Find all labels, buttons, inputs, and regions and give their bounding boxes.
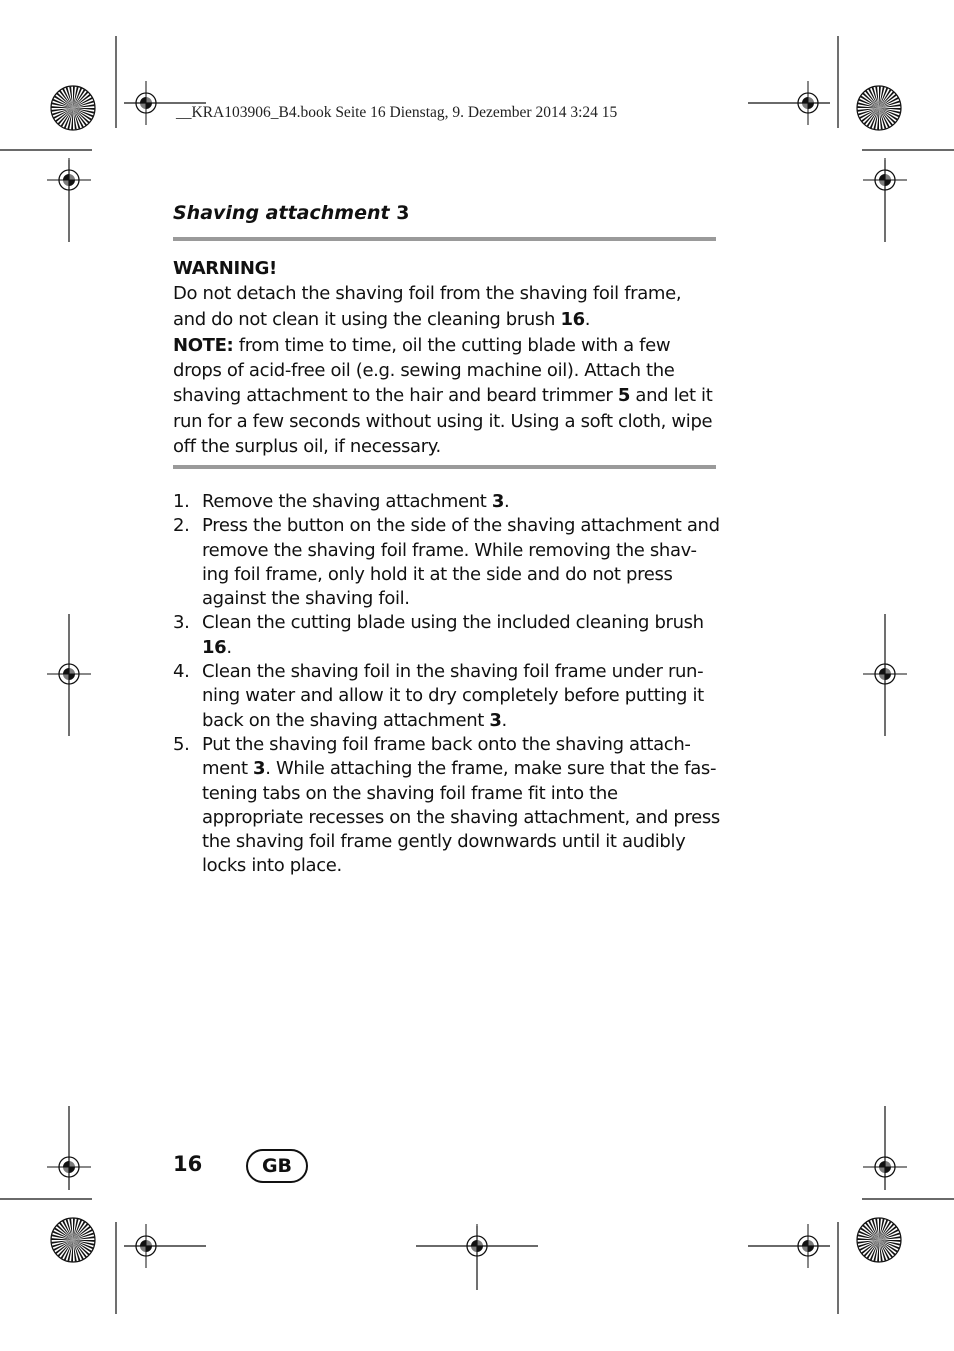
step-number: 3. (173, 612, 190, 634)
step-number: 2. (173, 515, 190, 537)
page-number: 16 (173, 1152, 203, 1176)
language-badge-text: GB (261, 1155, 293, 1177)
crosshair-registration-icon (863, 158, 907, 202)
radial-star-target-icon (51, 1218, 95, 1262)
step-text: Clean the cutting blade using the included cleaning brush (202, 612, 704, 634)
warning-text-body: Do not detach the shaving foil from the shaving foil frame, and do not clean it using the cleaning brush (173, 283, 682, 330)
crosshair-registration-icon (47, 652, 91, 696)
step-text-end: . While attaching the frame, make sure that the fas-tening tabs on the shaving foil frame fit into the appropriate recesses on the shaving attachment, and press the shaving foil frame gently downwards until it audibly locks into place. (202, 758, 720, 877)
radial-star-target-icon (857, 1218, 901, 1262)
crosshair-registration-icon (786, 1224, 830, 1268)
step-ref: 16 (202, 636, 227, 658)
step-text: Clean the shaving foil in the shaving foil frame under run-ning water and allow it to dry completely before putting it back on the shaving attachment (202, 661, 704, 731)
note-text-part1: from time to time, oil the cutting blade with a few drops of acid-free oil (e.g. sewing machine oil). Attach the shaving attachment to the hair and beard trimmer (173, 334, 675, 407)
step-text: Put the shaving foil frame back onto the shaving attach-ment (202, 733, 691, 780)
note-label: NOTE: (173, 334, 234, 356)
warning-text-end: . (584, 308, 591, 330)
note-ref: 5 (617, 385, 631, 407)
crosshair-registration-icon (47, 158, 91, 202)
step-ref: 3 (253, 758, 266, 780)
step-number: 4. (173, 661, 190, 683)
note-text-part2: and let it run for a few seconds without using it. Using a soft cloth, wipe off the surplus oil, if necessary. (173, 385, 713, 458)
step-number: 5. (173, 733, 190, 755)
crosshair-registration-icon (863, 652, 907, 696)
crosshair-registration-icon (47, 1145, 91, 1189)
section-title-text: Shaving attachment (173, 202, 390, 224)
radial-star-target-icon (51, 86, 95, 130)
crosshair-registration-icon (124, 1224, 168, 1268)
crosshair-registration-icon (863, 1145, 907, 1189)
book-info-header: __KRA103906_B4.book Seite 16 Dienstag, 9. Dezember 2014 3:24 15 (176, 104, 618, 121)
warning-heading: WARNING! (173, 258, 277, 279)
step-text-end: . (504, 491, 510, 512)
crosshair-registration-icon (124, 81, 168, 125)
step-text: Press the button on the side of the shaving attachment and remove the shaving foil frame. While removing the shav-ing foil frame, only hold it at the side and do not press against the shaving foil. (202, 515, 720, 610)
step-text-end: . (226, 636, 232, 658)
step-ref: 3 (489, 709, 502, 731)
crosshair-registration-icon (455, 1224, 499, 1268)
radial-star-target-icon (857, 86, 901, 130)
section-title-ref: 3 (396, 202, 410, 224)
step-ref: 3 (491, 491, 505, 512)
step-text-end: . (501, 709, 507, 731)
warning-ref: 16 (560, 308, 585, 330)
step-text: Remove the shaving attachment (202, 491, 492, 512)
step-number: 1. (173, 491, 190, 512)
crosshair-registration-icon (786, 81, 830, 125)
